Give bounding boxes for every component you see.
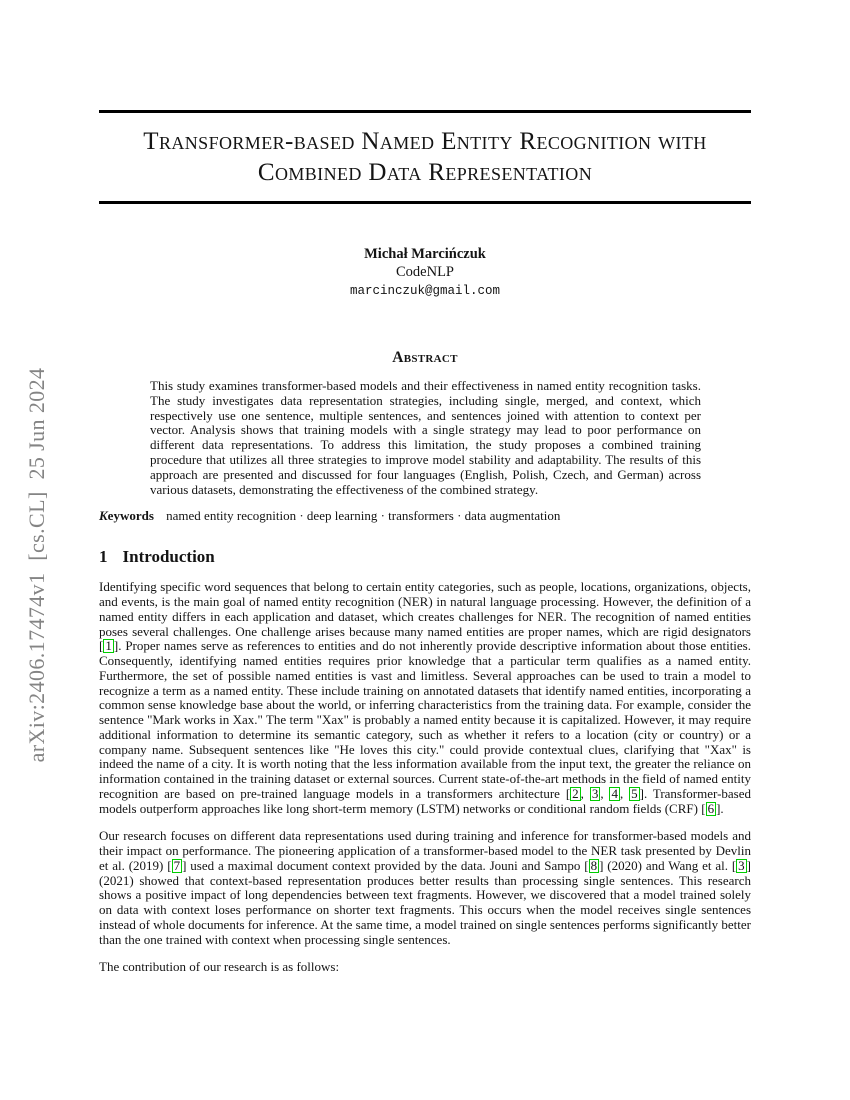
author-affiliation: CodeNLP: [396, 264, 454, 280]
title-line-1: Transformer-based Named Entity Recognition with: [143, 128, 707, 155]
author-block: [99, 245, 751, 299]
keywords-line: [99, 508, 751, 523]
author-name: Michał Marcińczuk: [364, 246, 486, 262]
citation-number[interactable]: 8: [590, 857, 598, 873]
citation-reference[interactable]: [ 6 ]: [701, 800, 721, 816]
citation-number[interactable]: 3: [738, 857, 745, 873]
paper-title: [99, 126, 751, 201]
citation-reference[interactable]: [ 3 ]: [731, 857, 751, 873]
citation-number[interactable]: 6: [707, 800, 715, 816]
abstract-text: This study examines transformer-based models and their effectiveness in named entity recognition tasks. The study investigates data representation strategies, including single, merged, and context, which respectively use one sentence, multiple sentences, and sentences joined with attention to context per vector. Analysis shows that training models with a single strategy may lead to poor performance on different data representations. To address this limitation, the study proposes a combined training procedure that utilizes all three strategies to improve model stability and adaptability. The results of this approach are presented and discussed for four languages (English, Polish, Czech, and German) across various datasets, demonstrating the effectiveness of the combined strategy.: [150, 378, 701, 497]
title-rule-bottom: [99, 201, 751, 204]
section-title: Introduction: [122, 547, 215, 567]
citation-number[interactable]: 7: [173, 857, 181, 873]
citation-number[interactable]: 4: [611, 785, 618, 801]
citation-reference[interactable]: [ 2 , 3 , 4 , 5 ]: [565, 785, 644, 801]
title-line-2: Combined Data Representation: [257, 159, 593, 186]
intro-paragraph-1: Identifying specific word sequences that belong to certain entity categories, such as people, locations, organizations, objects, and events, is the main goal of named entity recognition (NER) in natural language processing. However, the definition of a named entity differs in each application and dataset, which creates challenges for NER. The recognition of named entities poses several challenges. One challenge arises because many named entities are proper names, which are rigid designators [ 1 ]. Proper names serve as references to entities and do not inherently provide descriptive information about those entities. Consequently, identifying named entities requires prior knowledge that a particular term qualifies as a named entity. Furthermore, the set of possible named entities is vast and limitless. Several approaches can be used to train a model to recognize a term as a named entity. These include training on annotated datasets that identify named entities, incorporating a common sense knowledge base about the world, or inferring characteristics from the training data. For example, consider the sentence "Mark works in Xax." The term "Xax" is probably a named entity because it is capitalized. However, it may require additional information to determine its semantic category, such as whether it refers to a location (city or country) or a company name. Subsequent sentences like "He loves this city." could provide contextual clues, clarifying that "Xax" is indeed the name of a city. It is worth noting that the less information available from the input text, the greater the reliance on information contained in the training dataset or external sources. Current state-of-the-art methods in the field of named entity recognition are based on pre-trained language models in a transformers architecture [ 2 , 3 , 4 , 5 ]. Transformer-based models outperform approaches like long short-term memory (LSTM) networks or conditional random fields (CRF) [ 6 ].: [99, 579, 752, 816]
citation-reference[interactable]: [ 7 ]: [167, 857, 187, 873]
title-rule-top: [99, 110, 751, 113]
author-email: marcinczuk@gmail.com: [349, 284, 501, 298]
citation-number[interactable]: 3: [591, 785, 599, 801]
keywords-items: named entity recognition · deep learning · transformers · data augmentation: [166, 508, 561, 524]
section-heading-introduction: [99, 547, 751, 567]
abstract-heading: Abstract: [392, 349, 458, 366]
arxiv-watermark: arXiv:2406.17474v1 [cs.CL] 25 Jun 2024: [24, 367, 49, 763]
citation-number[interactable]: 1: [105, 638, 112, 654]
section-number: 1: [99, 547, 108, 567]
citation-reference[interactable]: [ 1 ]: [99, 638, 119, 654]
intro-paragraph-2: Our research focuses on different data representations used during training and inference for transformer-based models and their impact on performance. The pioneering application of a transformer-based model to the NER task presented by Devlin et al. (2019) [ 7 ] used a maximal document context provided by the data. Jouni and Sampo [ 8 ] (2020) and Wang et al. [ 3 ] (2021) showed that context-based representation produces better results than processing single sentences. This research shows a positive impact of long dependencies between text fragments. However, we discovered that a model trained solely on data with context loses performance on shorter text fragments. This occurs when the model receives single sentences instead of whole documents for inference. At the same time, a model trained on single sentences performs significantly better than the one trained with context when processing single sentences.: [99, 828, 751, 947]
intro-paragraph-3: The contribution of our research is as follows:: [99, 959, 340, 975]
keywords-label: Keywords: [99, 508, 154, 524]
citation-number[interactable]: 5: [631, 785, 638, 801]
citation-number[interactable]: 2: [572, 785, 579, 801]
paper-content: [99, 0, 751, 975]
citation-reference[interactable]: [ 8 ]: [584, 857, 604, 873]
